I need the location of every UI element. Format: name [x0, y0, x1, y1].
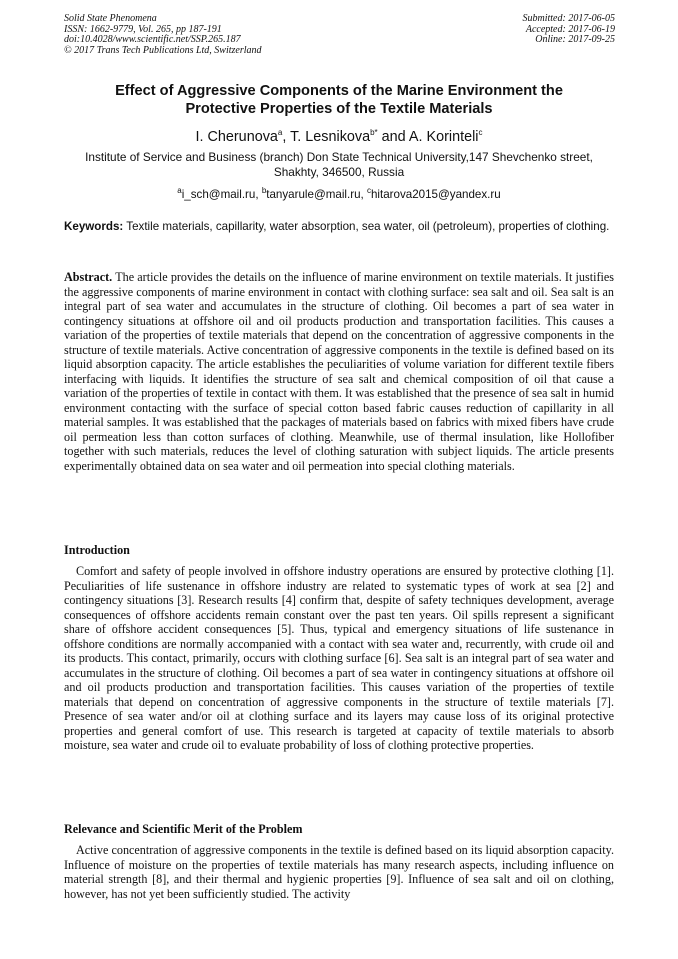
journal-name: Solid State Phenomena	[64, 13, 157, 24]
online-date: Online: 2017-09-25	[535, 34, 615, 45]
author-list	[60, 124, 618, 146]
abstract	[64, 270, 614, 473]
email-mark: a	[177, 186, 182, 195]
accepted-date: Accepted: 2017-06-19	[525, 23, 615, 35]
paper-title-line-2: Protective Properties of the Textile Materials	[185, 101, 493, 117]
section-heading-relevance: Relevance and Scientific Merit of the Problem	[64, 822, 303, 836]
affiliation-line-2: Shakhty, 346500, Russia	[273, 165, 405, 179]
journal-header-right	[523, 14, 616, 46]
abstract-text: The article provides the details on the influence of marine environment on textile materials. It justifies the aggressive components of marine environment in contact with clothing surface: sea salt and oil. Sea salt is an integral part of sea water and accumulates in the structure of clothing. Oil becomes a part of sea water in contingency situations at offshore oil and oil products production and transportation facilities. This causes a variation of the properties of textile materials that depend on the concentration of aggressive components in the structure of textile materials. Active concentration of aggressive components in the textile is defined based on its liquid absorption capacity. The article establishes the peculiarities of volume variation for different textile fibers interfacing with liquids. It identifies the structure of sea salt and chemical composition of oil that cause a variation of the properties of textile in contact with them. It was established that the presence of sea salt in humid environment contacting with the surface of special cotton based fabric causes reduction of capillarity in all material samples. It was established that the packages of materials based on fabrics with mixed fibers have crude oil permeation less than cotton surfaces of clothing. Meanwhile, use of thermal insulation, like Hollofiber together with such materials, reduces the level of clothing saturation with subject liquids. The article presents experimentally obtained data on sea water and oil permeation into special clothing materials.	[64, 270, 614, 473]
section-heading-introduction: Introduction	[64, 543, 130, 557]
submitted-date: Submitted: 2017-06-05	[522, 13, 615, 24]
author-separator: and	[377, 128, 409, 145]
paper-title-line-1: Effect of Aggressive Components of the Marine Environment the	[115, 83, 563, 99]
email-mark: c	[366, 186, 371, 195]
email-address[interactable]: tanyarule@mail.ru,	[266, 187, 367, 201]
keywords	[64, 220, 614, 235]
doi-line: doi:10.4028/www.scientific.net/SSP.265.187	[64, 34, 241, 45]
issn-line: ISSN: 1662-9779, Vol. 265, pp 187-191	[64, 23, 222, 35]
affiliation-line-1: Institute of Service and Business (branch) Don State Technical University,147 Shevchenko street,	[85, 150, 593, 164]
paper-title	[60, 82, 618, 118]
author-affiliation-mark: a	[277, 128, 283, 137]
abstract-label: Abstract.	[64, 270, 113, 284]
keywords-label: Keywords:	[64, 220, 124, 233]
keywords-text: Textile materials, capillarity, water absorption, sea water, oil (petroleum), properties of clothing.	[123, 220, 610, 233]
email-mark: b	[261, 186, 267, 195]
author-separator: ,	[282, 128, 291, 145]
journal-header-left	[64, 14, 262, 56]
author-name: A. Korinteli	[408, 128, 479, 145]
email-address[interactable]: i_sch@mail.ru,	[181, 187, 262, 201]
email-address[interactable]: hitarova2015@yandex.ru	[370, 187, 501, 201]
author-affiliation-mark: b*	[370, 128, 378, 137]
author-emails	[60, 184, 618, 202]
author-affiliation-mark: c	[478, 128, 483, 137]
affiliation	[62, 150, 616, 180]
author-name: I. Cherunova	[195, 128, 278, 145]
author-name: T. Lesnikova	[290, 128, 371, 145]
introduction-paragraph: Comfort and safety of people involved in offshore industry operations are ensured by protective clothing [1]. Peculiarities of life sustenance in offshore industry are related to systematic types of work at sea [2] and contingency situations [3]. Research results [4] confirm that, despite of safety techniques development, average consequences of offshore accidents remain constant over the past ten years. Oil spills represent a significant share of offshore accident consequences [5]. Thus, typical and emergency situations of life sustenance in offshore conditions are normally accompanied with a contact with sea water and, recurrently, with crude oil and its products. This contact, primarily, occurs with clothing surface [6]. Sea salt is an integral part of sea water and accumulates in the structure of clothing. Oil becomes a part of sea water in contingency situations at offshore oil and oil products production and transportation facilities. This causes variation of the properties of textile materials that depend on concentration of aggressive components in the structure of textile materials [7]. Presence of sea water and/or oil at clothing surface and its layers may cause loss of its original protective properties and general comfort of use. This research is targeted at capacity of textile materials to absorb moisture, sea water and crude oil to evaluate probability of loss of clothing protective properties.	[64, 564, 614, 752]
relevance-paragraph: Active concentration of aggressive components in the textile is defined based on its liquid absorption capacity. Influence of moisture on the properties of textile materials has many research aspects, including influence on material strength [8], and their thermal and hygienic properties [9]. Influence of sea salt and oil on clothing, however, has not yet been sufficiently studied. The activity	[64, 843, 614, 901]
copyright-line: © 2017 Trans Tech Publications Ltd, Switzerland	[64, 44, 262, 56]
